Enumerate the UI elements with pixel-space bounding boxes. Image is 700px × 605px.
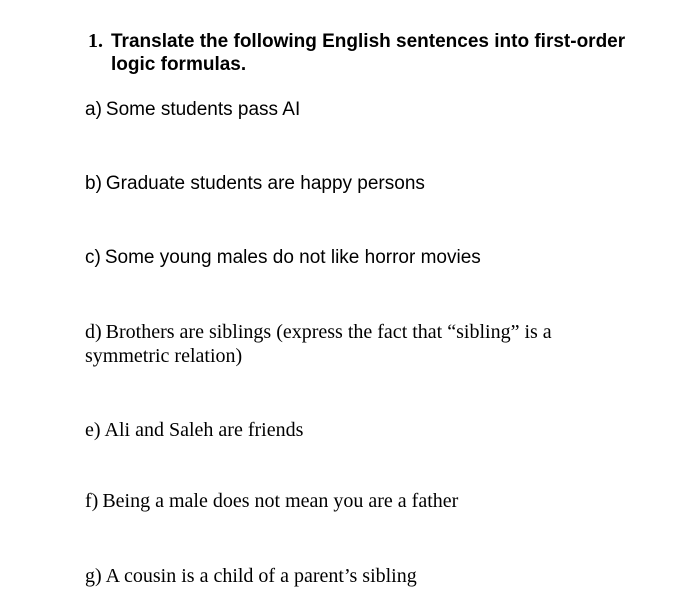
- item-label: d): [85, 321, 102, 343]
- item-b: [85, 173, 425, 195]
- item-text: Being a male does not mean you are a father: [102, 490, 459, 512]
- item-text: Ali and Saleh are friends: [104, 419, 304, 441]
- item-text: Some young males do not like horror movies: [104, 247, 481, 268]
- item-text: Brothers are siblings (express the fact that “sibling” is a symmetric relation): [85, 321, 552, 367]
- item-label: c): [85, 247, 101, 268]
- item-e: [85, 418, 303, 442]
- item-d: [85, 320, 595, 368]
- item-a: [85, 99, 300, 121]
- item-label: b): [85, 173, 102, 194]
- question-number: 1.: [88, 30, 103, 52]
- item-text: A cousin is a child of a parent’s sibling: [105, 565, 417, 587]
- question-heading: Translate the following English sentences into first-order logic formulas.: [111, 31, 626, 75]
- item-text: Graduate students are happy persons: [105, 173, 425, 194]
- item-c: [85, 247, 481, 269]
- item-f: [85, 489, 458, 513]
- item-label: f): [85, 490, 99, 512]
- item-text: Some students pass AI: [105, 99, 301, 120]
- item-g: [85, 564, 417, 588]
- item-label: g): [85, 565, 102, 587]
- item-label: e): [85, 419, 101, 441]
- item-label: a): [85, 99, 102, 120]
